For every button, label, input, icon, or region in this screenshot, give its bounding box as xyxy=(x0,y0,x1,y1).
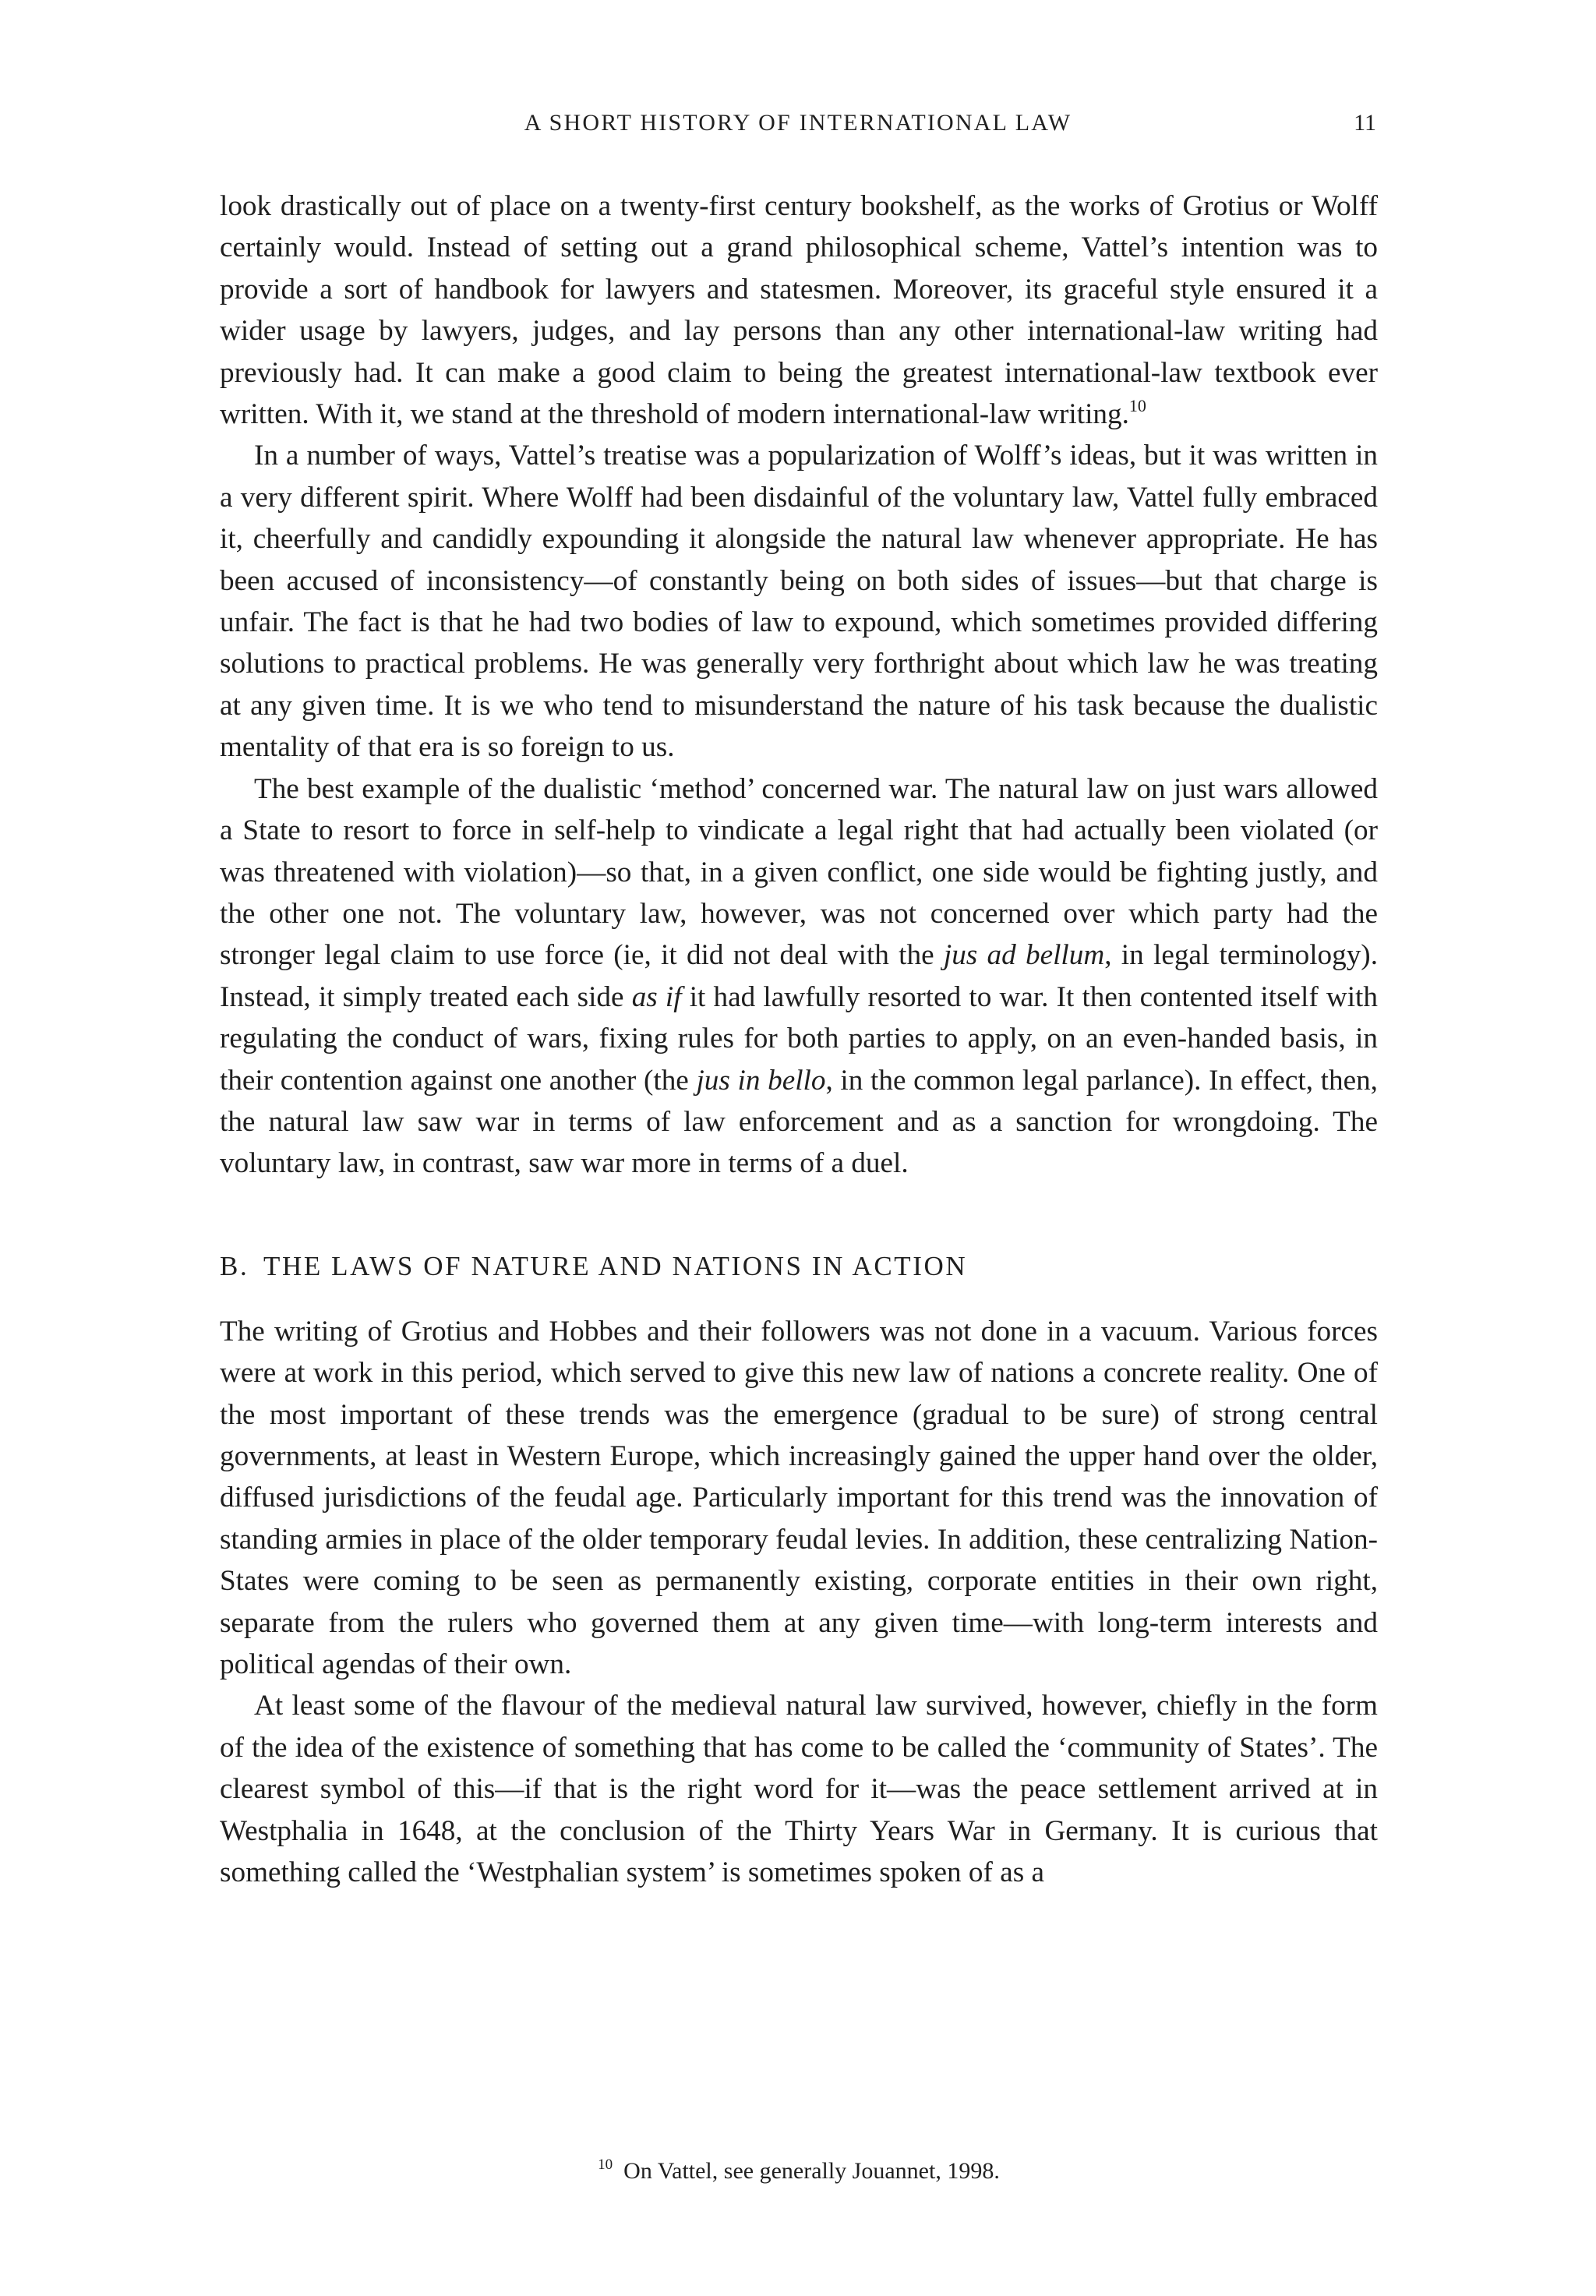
paragraph-continued xyxy=(220,185,1378,435)
footnote-text: On Vattel, see generally Jouannet, 1998. xyxy=(623,2158,1000,2184)
page-number: 11 xyxy=(1354,110,1376,136)
paragraph-dualistic-method xyxy=(220,768,1378,1185)
paragraph-text: , in the common legal parlance). In effect, then, the natural law saw war in terms of law enforcement and as a sanction for wrongdoing. The voluntary law, in contrast, saw war more in terms of a duel. xyxy=(220,1064,1378,1180)
paragraph-community-of-states: At least some of the flavour of the medieval natural law survived, however, chiefly in the form of the idea of the existence of something that has come to be called the ‘community of States’. The clearest symbol of this—if that is the right word for it—was the peace settlement arrived at in Westphalia in 1648, at the conclusion of the Thirty Years War in Germany. It is curious that something called the ‘Westphalian system’ is sometimes spoken of as a xyxy=(220,1690,1378,1889)
paragraph-text: , in legal terminology). Instead, it simply treated each side xyxy=(220,939,1378,1013)
italic-term: jus ad bellum xyxy=(943,939,1105,972)
paragraph-text: it had lawfully resorted to war. It then contented itself with regulating the conduct of wars, fixing rules for both parties to apply, on an even-handed basis, in their contention against one another (the xyxy=(220,980,1378,1097)
running-title: A SHORT HISTORY OF INTERNATIONAL LAW xyxy=(524,110,1072,136)
paragraph-text: The best example of the dualistic ‘method’ concerned war. The natural law on just wars allowed a State to resort to force in self-help to vindicate a legal right that had actually been violated (or was threatened with violation)—so that, in a given conflict, one side would be fighting justly, and the other one not. The voluntary law, however, was not concerned over which party had the stronger legal claim to use force (ie, it did not deal with the xyxy=(220,772,1378,972)
italic-term: jus in bello xyxy=(696,1064,826,1097)
paragraph-text: look drastically out of place on a twenty-first century bookshelf, as the works of Grotius or Wolff certainly would. Instead of setting out a grand philosophical scheme, Vattel’s intention was to provide a sort of handbook for lawyers and statesmen. Moreover, its graceful style ensured it a wider usage by lawyers, judges, and lay persons than any other international-law writing had previously had. It can make a good claim to being the greatest international-law textbook ever written. With it, we stand at the threshold of modern international-law writing. xyxy=(220,190,1378,431)
paragraph-vattel-treatise: In a number of ways, Vattel’s treatise was a popularization of Wolff’s ideas, but it was written in a very different spirit. Where Wolff had been disdainful of the voluntary law, Vattel fully embraced it, cheerfully and candidly expounding it alongside the natural law whenever appropriate. He has been accused of inconsistency—of constantly being on both sides of issues—but that charge is unfair. The fact is that he had two bodies of law to expound, which sometimes provided differing solutions to practical problems. He was generally very forthright about which law he was treating at any given time. It is we who tend to misunderstand the nature of his task because the dualistic mentality of that era is so foreign to us. xyxy=(220,440,1378,764)
section-title: THE LAWS OF NATURE AND NATIONS IN ACTION xyxy=(263,1250,968,1281)
footnote xyxy=(220,2156,1378,2187)
running-head xyxy=(220,108,1376,139)
body-text xyxy=(220,185,1378,1893)
footnote-reference: 10 xyxy=(1128,396,1146,416)
section-number: B. xyxy=(220,1250,249,1281)
section-heading xyxy=(220,1249,1378,1284)
italic-term: as if xyxy=(631,980,682,1013)
footnote-number: 10 xyxy=(598,2156,613,2173)
paragraph-section-first: The writing of Grotius and Hobbes and their followers was not done in a vacuum. Various forces were at work in this period, which served to give this new law of nations a concrete reality. One of the most important of these trends was the emergence (gradual to be sure) of strong central governments, at least in Western Europe, which increasingly gained the upper hand over the older, diffused jurisdictions of the feudal age. Particularly important for this trend was the innovation of standing armies in place of the older temporary feudal levies. In addition, these centralizing Nation-States were coming to be seen as permanently existing, corporate entities in their own right, separate from the rulers who governed them at any given time—with long-term interests and political agendas of their own. xyxy=(220,1315,1378,1680)
footnotes xyxy=(220,2156,1378,2187)
